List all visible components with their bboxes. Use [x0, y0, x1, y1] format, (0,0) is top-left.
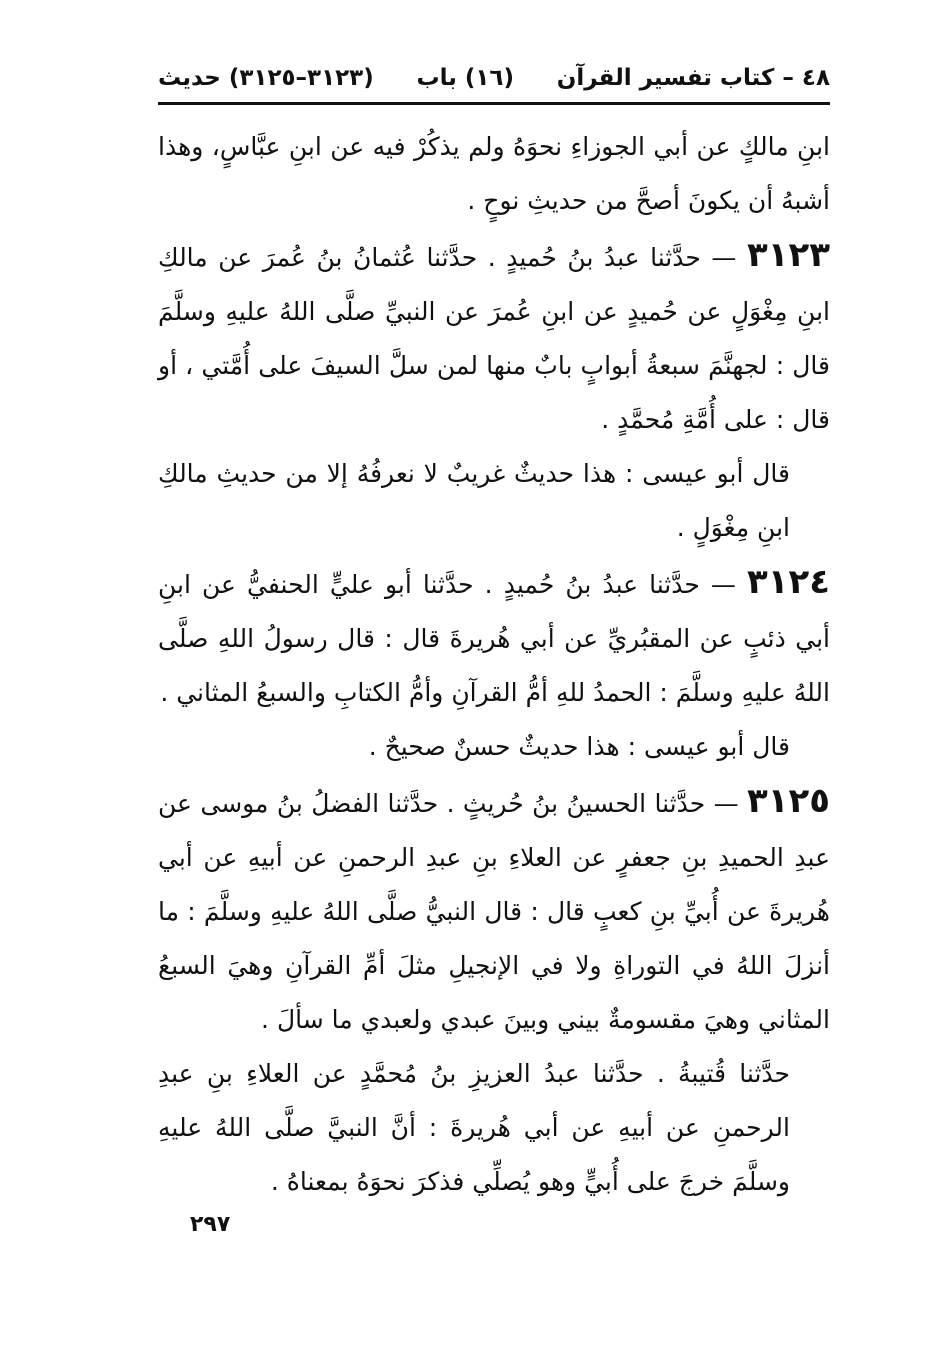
paragraph — [158, 120, 830, 228]
page-header — [158, 58, 830, 98]
hadith-number: ٣١٢٥ — [746, 781, 830, 821]
paragraph — [158, 447, 830, 555]
paragraph-text: حدَّثنا قُتيبةُ . حدَّثنا عبدُ العزيزِ بنُ مُحمَّدٍ عن العلاءِ بنِ عبدِ الرحمنِ عن أبيهِ عن أبي هُريرةَ : أنَّ النبيَّ صلَّى اللهُ عليهِ وسلَّمَ خرجَ على أُبيٍّ وهو يُصلِّي فذكرَ نحوَهُ بمعناهُ . — [158, 1059, 790, 1196]
paragraph — [158, 1047, 830, 1209]
page-number: ٢٩٧ — [190, 1212, 231, 1237]
header-rule — [158, 102, 830, 105]
body-text — [158, 120, 830, 1209]
hadith-3123 — [158, 228, 830, 447]
paragraph-text: ابنِ مالكٍ عن أبي الجوزاءِ نحوَهُ ولم يذكُرْ فيه عن ابنِ عبَّاسٍ، وهذا أشبهُ أن يكونَ أصحَّ من حديثِ نوحٍ . — [158, 132, 830, 215]
paragraph-text: قال أبو عيسى : هذا حديثٌ حسنٌ صحيحٌ . — [368, 732, 790, 761]
paragraph-text: قال أبو عيسى : هذا حديثٌ غريبٌ لا نعرفُهُ إلا من حديثِ مالكِ ابنِ مِغْوَلٍ . — [158, 459, 790, 542]
header-bab: (١٦) باب — [416, 65, 514, 91]
paragraph-text: — حدَّثنا عبدُ بنُ حُميدٍ . حدَّثنا عُثمانُ بنُ عُمرَ عن مالكِ ابنِ مِغْوَلٍ عن حُميدٍ عن ابنِ عُمرَ عن النبيِّ صلَّى اللهُ عليهِ وسلَّمَ قال : لجهنَّمَ سبعةُ أبوابٍ بابٌ منها لمن سلَّ السيفَ على أُمَّتي ، أو قال : على أُمَّةِ مُحمَّدٍ . — [158, 243, 830, 434]
hadith-3125 — [158, 774, 830, 1047]
paragraph — [158, 720, 830, 774]
hadith-3124 — [158, 555, 830, 720]
paragraph-text: — حدَّثنا عبدُ بنُ حُميدٍ . حدَّثنا أبو عليٍّ الحنفيُّ عن ابنِ أبي ذئبٍ عن المقبُريِّ عن أبي هُريرةَ قال : قال رسولُ اللهِ صلَّى اللهُ عليهِ وسلَّمَ : الحمدُ للهِ أمُّ القرآنِ وأمُّ الكتابِ والسبعُ المثاني . — [158, 570, 830, 707]
header-hadith-range: (٣١٢٣–٣١٢٥) حديث — [158, 65, 374, 91]
hadith-number: ٣١٢٤ — [747, 562, 831, 602]
header-book-title: ٤٨ – كتاب تفسير القرآن — [556, 65, 830, 91]
paragraph-text: — حدَّثنا الحسينُ بنُ حُريثٍ . حدَّثنا الفضلُ بنُ موسى عن عبدِ الحميدِ بنِ جعفرٍ عن العلاءِ بنِ عبدِ الرحمنِ عن أبيهِ عن أبي هُريرةَ عن أُبيِّ بنِ كعبٍ قال : قال النبيُّ صلَّى اللهُ عليهِ وسلَّمَ : ما أنزلَ اللهُ في التوراةِ ولا في الإنجيلِ مثلَ أمِّ القرآنِ وهيَ السبعُ المثاني وهيَ مقسومةٌ بيني وبينَ عبدي ولعبدي ما سألَ . — [158, 789, 830, 1034]
hadith-number: ٣١٢٣ — [746, 235, 830, 275]
